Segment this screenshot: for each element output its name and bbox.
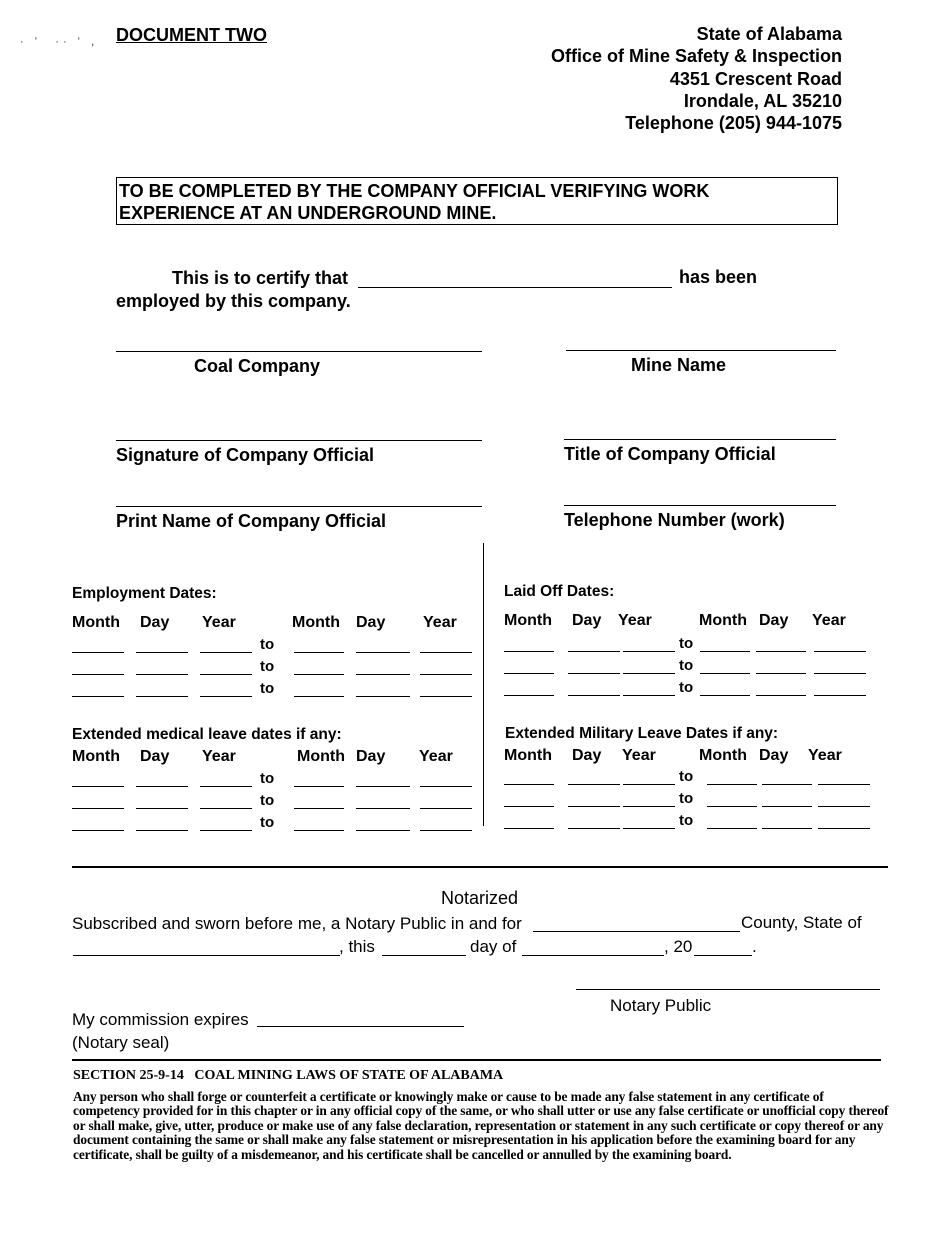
mine-name-field[interactable]	[566, 350, 836, 351]
employment-col-day-from: Day	[140, 614, 170, 631]
print-name-field[interactable]	[116, 506, 482, 507]
laid-off-row-1-month-to-field[interactable]	[700, 651, 750, 652]
military-row-2-to-label: to	[679, 790, 694, 807]
laid-off-row-3-day-from-field[interactable]	[568, 695, 620, 696]
employment-row-3-month-to-field[interactable]	[294, 696, 344, 697]
medical-row-2-to-label: to	[260, 792, 275, 809]
laid-off-row-1-year-to-field[interactable]	[814, 651, 866, 652]
employment-row-2-to-label: to	[260, 658, 275, 675]
military-row-3-day-to-field[interactable]	[762, 828, 812, 829]
military-row-2-day-from-field[interactable]	[568, 806, 620, 807]
employment-row-3-day-from-field[interactable]	[136, 696, 188, 697]
laid-off-row-2-year-to-field[interactable]	[814, 673, 866, 674]
military-row-1-year-from-field[interactable]	[623, 784, 675, 785]
military-col-year-from: Year	[622, 747, 656, 764]
military-row-1-year-to-field[interactable]	[818, 784, 870, 785]
medical-row-2-year-from-field[interactable]	[200, 808, 252, 809]
military-section-title: Extended Military Leave Dates if any:	[505, 725, 779, 742]
month-field[interactable]	[522, 955, 664, 956]
state-field[interactable]	[73, 955, 340, 956]
employment-row-2-month-to-field[interactable]	[294, 674, 344, 675]
county-state-label: County, State of	[741, 913, 862, 932]
employment-row-1-year-from-field[interactable]	[200, 652, 252, 653]
scan-speck-marks: · ʻ ·· ʻ ,	[20, 36, 99, 48]
laid-off-section-title: Laid Off Dates:	[504, 583, 615, 600]
military-col-month-to: Month	[699, 747, 747, 764]
column-divider	[483, 543, 484, 826]
laid-off-row-3-year-from-field[interactable]	[623, 695, 675, 696]
medical-row-3-month-from-field[interactable]	[72, 830, 124, 831]
medical-row-1-month-to-field[interactable]	[294, 786, 344, 787]
military-row-3-day-from-field[interactable]	[568, 828, 620, 829]
agency-state: State of Alabama	[696, 24, 842, 44]
laid-off-row-3-month-to-field[interactable]	[700, 695, 750, 696]
military-col-month-from: Month	[504, 747, 552, 764]
medical-col-month-from: Month	[72, 748, 120, 765]
laid-off-row-3-to-label: to	[679, 679, 694, 696]
medical-row-1-year-to-field[interactable]	[420, 786, 472, 787]
sworn-statement: Subscribed and sworn before me, a Notary Public in and for	[72, 914, 522, 933]
employment-col-month-to: Month	[292, 614, 340, 631]
laid-off-col-year-from: Year	[618, 612, 652, 629]
laid-off-row-2-year-from-field[interactable]	[623, 673, 675, 674]
coal-company-field[interactable]	[116, 351, 482, 352]
title-field[interactable]	[564, 439, 836, 440]
medical-row-1-day-to-field[interactable]	[356, 786, 410, 787]
laid-off-row-1-month-from-field[interactable]	[504, 651, 554, 652]
commission-label: My commission expires	[72, 1010, 249, 1029]
military-row-3-month-to-field[interactable]	[707, 828, 757, 829]
employment-row-3-year-to-field[interactable]	[420, 696, 472, 697]
employment-col-day-to: Day	[356, 614, 386, 631]
medical-row-3-year-from-field[interactable]	[200, 830, 252, 831]
title-label: Title of Company Official	[564, 444, 776, 464]
employment-row-2-month-from-field[interactable]	[72, 674, 124, 675]
laid-off-row-3-year-to-field[interactable]	[814, 695, 866, 696]
laid-off-row-1-day-to-field[interactable]	[756, 651, 806, 652]
laid-off-row-2-month-to-field[interactable]	[700, 673, 750, 674]
medical-row-3-year-to-field[interactable]	[420, 830, 472, 831]
laid-off-col-year-to: Year	[812, 612, 846, 629]
laid-off-row-1-day-from-field[interactable]	[568, 651, 620, 652]
print-name-label: Print Name of Company Official	[116, 511, 387, 531]
laid-off-col-month-to: Month	[699, 612, 747, 629]
military-row-2-year-to-field[interactable]	[818, 806, 870, 807]
medical-col-day-to: Day	[356, 748, 386, 765]
agency-office: Office of Mine Safety & Inspection	[550, 46, 842, 67]
commission-field[interactable]	[257, 1026, 464, 1027]
laid-off-row-2-to-label: to	[679, 657, 694, 674]
military-row-3-month-from-field[interactable]	[504, 828, 554, 829]
county-field[interactable]	[533, 931, 740, 932]
certify-tail: has been	[679, 267, 758, 287]
certify-line-2: employed by this company.	[116, 291, 351, 311]
military-row-2-month-to-field[interactable]	[707, 806, 757, 807]
medical-col-month-to: Month	[297, 748, 345, 765]
employment-row-1-month-from-field[interactable]	[72, 652, 124, 653]
military-row-1-month-from-field[interactable]	[504, 784, 554, 785]
mine-name-label: Mine Name	[631, 355, 727, 375]
signature-label: Signature of Company Official	[116, 445, 375, 465]
medical-row-1-year-from-field[interactable]	[200, 786, 252, 787]
medical-section-title: Extended medical leave dates if any:	[72, 726, 342, 743]
laid-off-col-day-to: Day	[759, 612, 789, 629]
instruction-line-2: EXPERIENCE AT AN UNDERGROUND MINE.	[119, 203, 497, 223]
agency-city: Irondale, AL 35210	[683, 90, 842, 111]
employment-row-3-month-from-field[interactable]	[72, 696, 124, 697]
medical-row-3-day-from-field[interactable]	[136, 830, 188, 831]
day-field[interactable]	[382, 955, 466, 956]
military-row-2-month-from-field[interactable]	[504, 806, 554, 807]
employment-row-1-day-to-field[interactable]	[356, 652, 410, 653]
notary-seal-label: (Notary seal)	[72, 1033, 170, 1052]
laid-off-row-2-day-to-field[interactable]	[756, 673, 806, 674]
employment-row-3-to-label: to	[260, 680, 275, 697]
employment-row-2-year-from-field[interactable]	[200, 674, 252, 675]
military-col-year-to: Year	[808, 747, 842, 764]
military-col-day-from: Day	[572, 747, 602, 764]
employment-col-year-from: Year	[202, 614, 236, 631]
employment-col-month-from: Month	[72, 614, 120, 631]
military-row-1-day-from-field[interactable]	[568, 784, 620, 785]
laid-off-row-1-to-label: to	[679, 635, 694, 652]
laid-off-col-day-from: Day	[572, 612, 602, 629]
document-label: DOCUMENT TWO	[116, 25, 267, 45]
instruction-box	[116, 177, 838, 225]
laid-off-row-1-year-from-field[interactable]	[623, 651, 675, 652]
military-row-1-to-label: to	[679, 768, 694, 785]
medical-col-day-from: Day	[140, 748, 170, 765]
laid-off-row-3-day-to-field[interactable]	[756, 695, 806, 696]
laid-off-row-2-month-from-field[interactable]	[504, 673, 554, 674]
military-row-2-year-from-field[interactable]	[623, 806, 675, 807]
medical-row-2-day-to-field[interactable]	[356, 808, 410, 809]
medical-row-1-day-from-field[interactable]	[136, 786, 188, 787]
employment-row-1-year-to-field[interactable]	[420, 652, 472, 653]
instruction-line-1: TO BE COMPLETED BY THE COMPANY OFFICIAL VERIFYING WORK	[119, 181, 710, 201]
medical-row-2-day-from-field[interactable]	[136, 808, 188, 809]
employment-row-3-day-to-field[interactable]	[356, 696, 410, 697]
military-row-3-year-to-field[interactable]	[818, 828, 870, 829]
telephone-label: Telephone Number (work)	[564, 510, 785, 530]
section-separator	[72, 866, 888, 868]
agency-address-block	[551, 23, 842, 134]
employment-row-3-year-from-field[interactable]	[200, 696, 252, 697]
coal-company-label: Coal Company	[194, 356, 321, 376]
employment-row-1-to-label: to	[260, 636, 275, 653]
military-row-3-to-label: to	[679, 812, 694, 829]
medical-col-year-from: Year	[202, 748, 236, 765]
medical-row-3-month-to-field[interactable]	[294, 830, 344, 831]
medical-row-3-day-to-field[interactable]	[356, 830, 410, 831]
military-row-1-day-to-field[interactable]	[762, 784, 812, 785]
medical-row-1-month-from-field[interactable]	[72, 786, 124, 787]
notary-public-label: Notary Public	[610, 996, 712, 1015]
certify-lead: This is to certify that	[172, 268, 349, 288]
notarized-heading: Notarized	[441, 888, 519, 908]
military-row-1-month-to-field[interactable]	[707, 784, 757, 785]
this-label: , this	[339, 937, 375, 956]
period: .	[752, 937, 757, 956]
day-of-label: day of	[470, 937, 517, 956]
employee-name-field[interactable]	[358, 287, 672, 288]
legal-text: Any person who shall forge or counterfeit a certificate or knowingly make or cause to be made any false statement in any certificate of competency provided for in this chapter or in any official copy of the same, or who shall utter or use any false certificate or unofficial copy thereof or shall make, give, utter, produce or make use of any false declaration, representation or statement in any such certificate or copy thereof or any document containing the same or shall make any false statement or misrepresentation in his application before the examining board for any certificate, shall be guilty of a misdemeanor, and his certificate shall be cancelled or annulled by the examining board.	[73, 1089, 889, 1162]
notary-signature-field[interactable]	[576, 989, 880, 990]
laid-off-row-3-month-from-field[interactable]	[504, 695, 554, 696]
medical-row-2-month-to-field[interactable]	[294, 808, 344, 809]
military-col-day-to: Day	[759, 747, 789, 764]
employment-section-title: Employment Dates:	[72, 585, 217, 602]
military-row-2-day-to-field[interactable]	[762, 806, 812, 807]
employment-row-1-day-from-field[interactable]	[136, 652, 188, 653]
medical-row-1-to-label: to	[260, 770, 275, 787]
employment-col-year-to: Year	[423, 614, 457, 631]
laid-off-col-month-from: Month	[504, 612, 552, 629]
medical-row-3-to-label: to	[260, 814, 275, 831]
employment-row-2-day-to-field[interactable]	[356, 674, 410, 675]
military-row-3-year-from-field[interactable]	[623, 828, 675, 829]
year-prefix: , 20	[664, 937, 693, 956]
laid-off-row-2-day-from-field[interactable]	[568, 673, 620, 674]
legal-section-title: SECTION 25-9-14 COAL MINING LAWS OF STATE OF ALABAMA	[73, 1068, 504, 1083]
year-field[interactable]	[694, 955, 752, 956]
telephone-field[interactable]	[564, 505, 836, 506]
agency-street: 4351 Crescent Road	[669, 68, 842, 89]
employment-row-2-year-to-field[interactable]	[420, 674, 472, 675]
employment-row-1-month-to-field[interactable]	[294, 652, 344, 653]
medical-col-year-to: Year	[419, 748, 453, 765]
signature-field[interactable]	[116, 440, 482, 441]
medical-row-2-year-to-field[interactable]	[420, 808, 472, 809]
medical-row-2-month-from-field[interactable]	[72, 808, 124, 809]
legal-separator	[72, 1059, 881, 1061]
agency-phone: Telephone (205) 944-1075	[625, 113, 842, 134]
employment-row-2-day-from-field[interactable]	[136, 674, 188, 675]
